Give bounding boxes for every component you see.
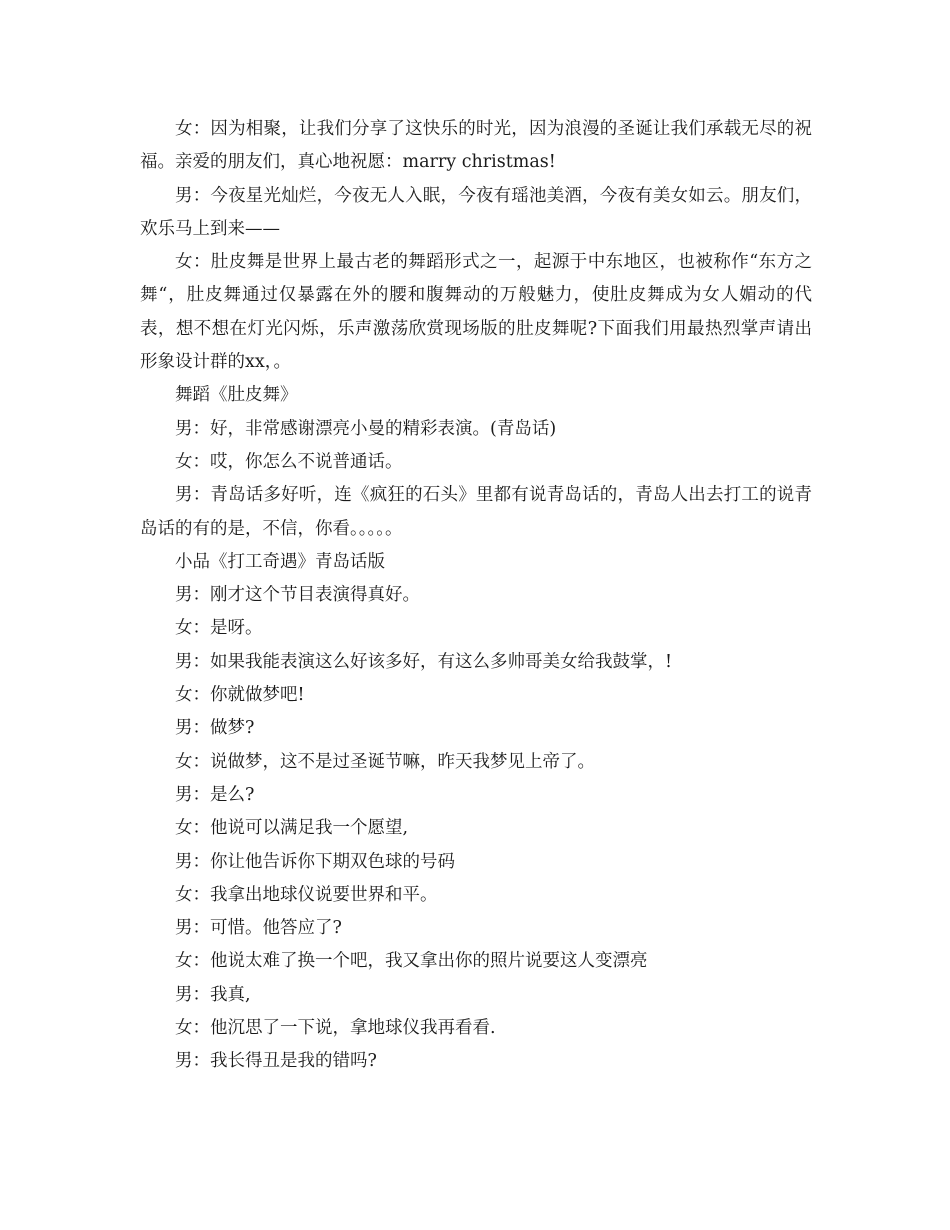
paragraph: 男：如果我能表演这么好该多好，有这么多帅哥美女给我鼓掌，! — [175, 651, 673, 672]
paragraph: 女：是呀。 — [175, 618, 263, 639]
paragraph: 女：他说太难了换一个吧，我又拿出你的照片说要这人变漂亮 — [175, 951, 648, 972]
paragraph: 女：他沉思了一下说，拿地球仪我再看看. — [175, 1018, 496, 1039]
paragraph: 男：可惜。他答应了? — [175, 918, 342, 939]
paragraph: 女：你就做梦吧! — [175, 685, 305, 706]
paragraph: 男：刚才这个节目表演得真好。 — [175, 585, 420, 606]
paragraph: 男：是么? — [175, 784, 255, 805]
paragraph: 女：我拿出地球仪说要世界和平。 — [175, 884, 438, 905]
paragraph: 男：做梦? — [175, 718, 255, 739]
document-page — [140, 113, 812, 1079]
paragraph: 男：好，非常感谢漂亮小曼的精彩表演。(青岛话) — [175, 418, 557, 439]
paragraph: 男：青岛话多好听，连《疯狂的石头》里都有说青岛话的，青岛人出去打工的说青岛话的有的是，不信，你看。。。。。 — [140, 485, 812, 539]
paragraph: 男：你让他告诉你下期双色球的号码 — [175, 851, 455, 872]
paragraph: 女：因为相聚，让我们分享了这快乐的时光，因为浪漫的圣诞让我们承载无尽的祝福。亲爱的朋友们，真心地祝愿：marry christmas! — [140, 119, 812, 173]
section-title: 小品《打工奇遇》青岛话版 — [175, 551, 385, 572]
paragraph: 女：哎，你怎么不说普通话。 — [175, 451, 403, 472]
paragraph: 男：今夜星光灿烂，今夜无人入眠，今夜有瑶池美酒，今夜有美女如云。朋友们，欢乐马上到来—— — [140, 185, 812, 239]
section-title: 舞蹈《肚皮舞》 — [175, 385, 298, 406]
paragraph: 男：我真, — [175, 984, 251, 1005]
paragraph: 男：我长得丑是我的错吗? — [175, 1051, 377, 1072]
paragraph: 女：肚皮舞是世界上最古老的舞蹈形式之一，起源于中东地区，也被称作“东方之舞“，肚皮舞通过仅暴露在外的腰和腹舞动的万般魅力，使肚皮舞成为女人媚动的代表，想不想在灯光闪烁，乐声激荡欣赏现场版的肚皮舞呢?下面我们用最热烈掌声请出形象设计群的xx，。 — [140, 252, 812, 373]
paragraph: 女：说做梦，这不是过圣诞节嘛，昨天我梦见上帝了。 — [175, 751, 595, 772]
paragraph: 女：他说可以满足我一个愿望, — [175, 818, 409, 839]
